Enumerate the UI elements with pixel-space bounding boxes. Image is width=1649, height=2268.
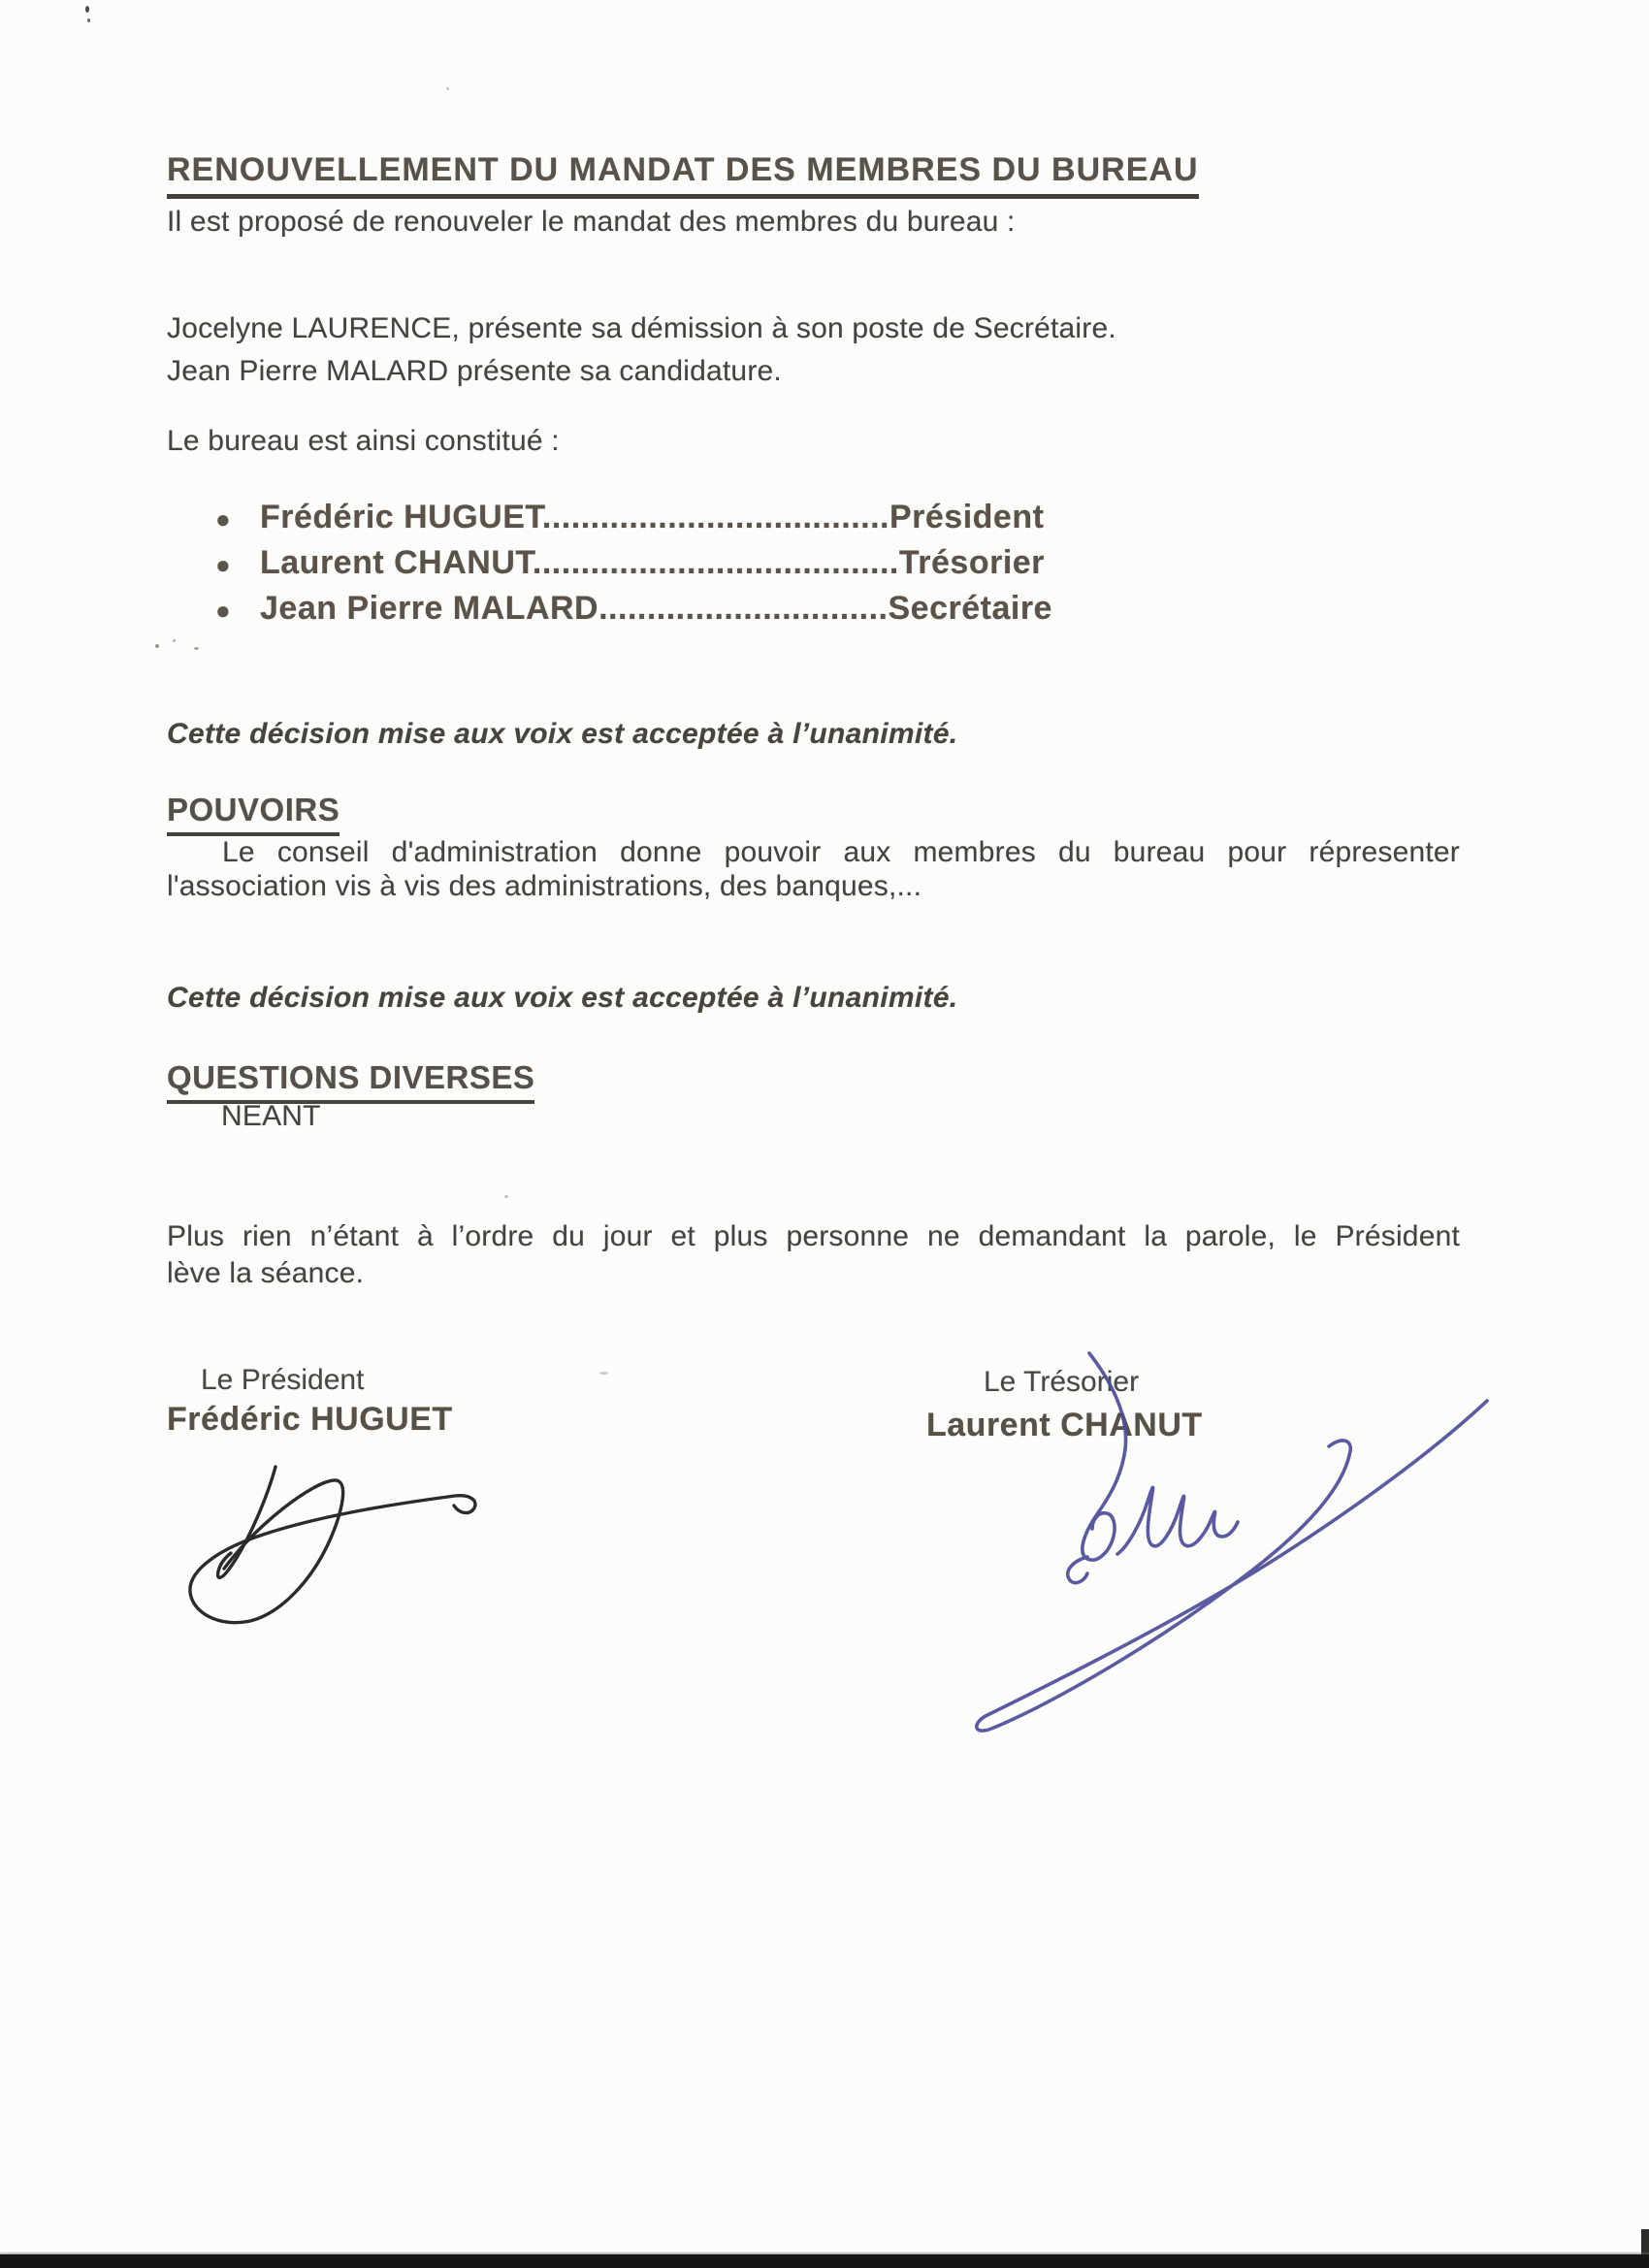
closing-line2: lève la séance. — [167, 1257, 365, 1289]
bullet-icon: ● — [215, 550, 231, 579]
scan-speck — [194, 647, 199, 650]
scan-speck — [446, 87, 449, 90]
decision-statement: Cette décision mise aux voix est acceptée à l’unanimité. — [167, 982, 958, 1014]
section-title-pouvoirs: POUVOIRS — [167, 792, 340, 836]
resignation-line: Jocelyne LAURENCE, présente sa démission à son poste de Secrétaire. — [167, 312, 1116, 344]
list-item — [215, 544, 1052, 590]
member-role: Secrétaire — [888, 590, 1052, 627]
pouvoirs-body-line1: Le conseil d'administration donne pouvoir aux membres du bureau pour répresenter — [222, 836, 1460, 868]
decision-statement: Cette décision mise aux voix est acceptée à l’unanimité. — [167, 718, 958, 750]
member-role: Président — [889, 499, 1045, 535]
scan-speck — [599, 1372, 608, 1375]
tresorier-signature-stroke — [1068, 1557, 1087, 1583]
scan-speck — [155, 644, 159, 648]
scan-bottom-edge — [0, 2254, 1649, 2268]
scan-speck — [173, 639, 176, 642]
member-name: Frédéric HUGUET — [260, 499, 542, 535]
bureau-intro-line: Le bureau est ainsi constitué : — [167, 425, 560, 457]
scan-speck — [504, 1195, 508, 1198]
tresorier-signature-name: Laurent CHANUT — [926, 1407, 1203, 1443]
bureau-members-list — [215, 499, 1052, 635]
candidature-line: Jean Pierre MALARD présente sa candidature. — [167, 355, 782, 387]
member-line — [260, 544, 1045, 582]
president-signature — [190, 1467, 475, 1623]
member-line — [260, 499, 1044, 536]
president-signature-stroke — [190, 1480, 475, 1623]
pouvoirs-body-line2: l'association vis à vis des administrations, des banques,... — [167, 870, 922, 902]
dot-leader: .................................... — [541, 499, 889, 535]
member-name: Jean Pierre MALARD — [260, 590, 599, 627]
member-name: Laurent CHANUT — [260, 544, 533, 581]
president-signature-stroke — [218, 1467, 275, 1577]
list-item — [215, 499, 1052, 544]
list-item — [215, 590, 1052, 635]
intro-line: Il est proposé de renouveler le mandat des membres du bureau : — [167, 206, 1016, 238]
tresorier-signature-title: Le Trésorier — [984, 1366, 1140, 1398]
closing-line1: Plus rien n’étant à l’ordre du jour et plus personne ne demandant la parole, le Président — [167, 1220, 1460, 1252]
president-signature-title: Le Président — [201, 1364, 365, 1396]
president-signature-name: Frédéric HUGUET — [167, 1401, 453, 1438]
questions-body: NEANT — [221, 1100, 321, 1132]
scan-speck — [85, 6, 89, 13]
bullet-icon: ● — [215, 596, 231, 625]
member-line — [260, 590, 1052, 628]
dot-leader: .............................. — [598, 590, 889, 627]
tresorier-signature-stroke — [977, 1401, 1487, 1731]
tresorier-signature-stroke — [1117, 1487, 1238, 1554]
scan-speck — [87, 18, 90, 22]
member-role: Trésorier — [898, 544, 1045, 581]
bullet-icon: ● — [215, 504, 231, 534]
section-title-questions-diverses: QUESTIONS DIVERSES — [167, 1059, 534, 1104]
section-title-renouvellement: RENOUVELLEMENT DU MANDAT DES MEMBRES DU BUREAU — [167, 151, 1199, 199]
dot-leader: ...................................... — [532, 544, 899, 581]
